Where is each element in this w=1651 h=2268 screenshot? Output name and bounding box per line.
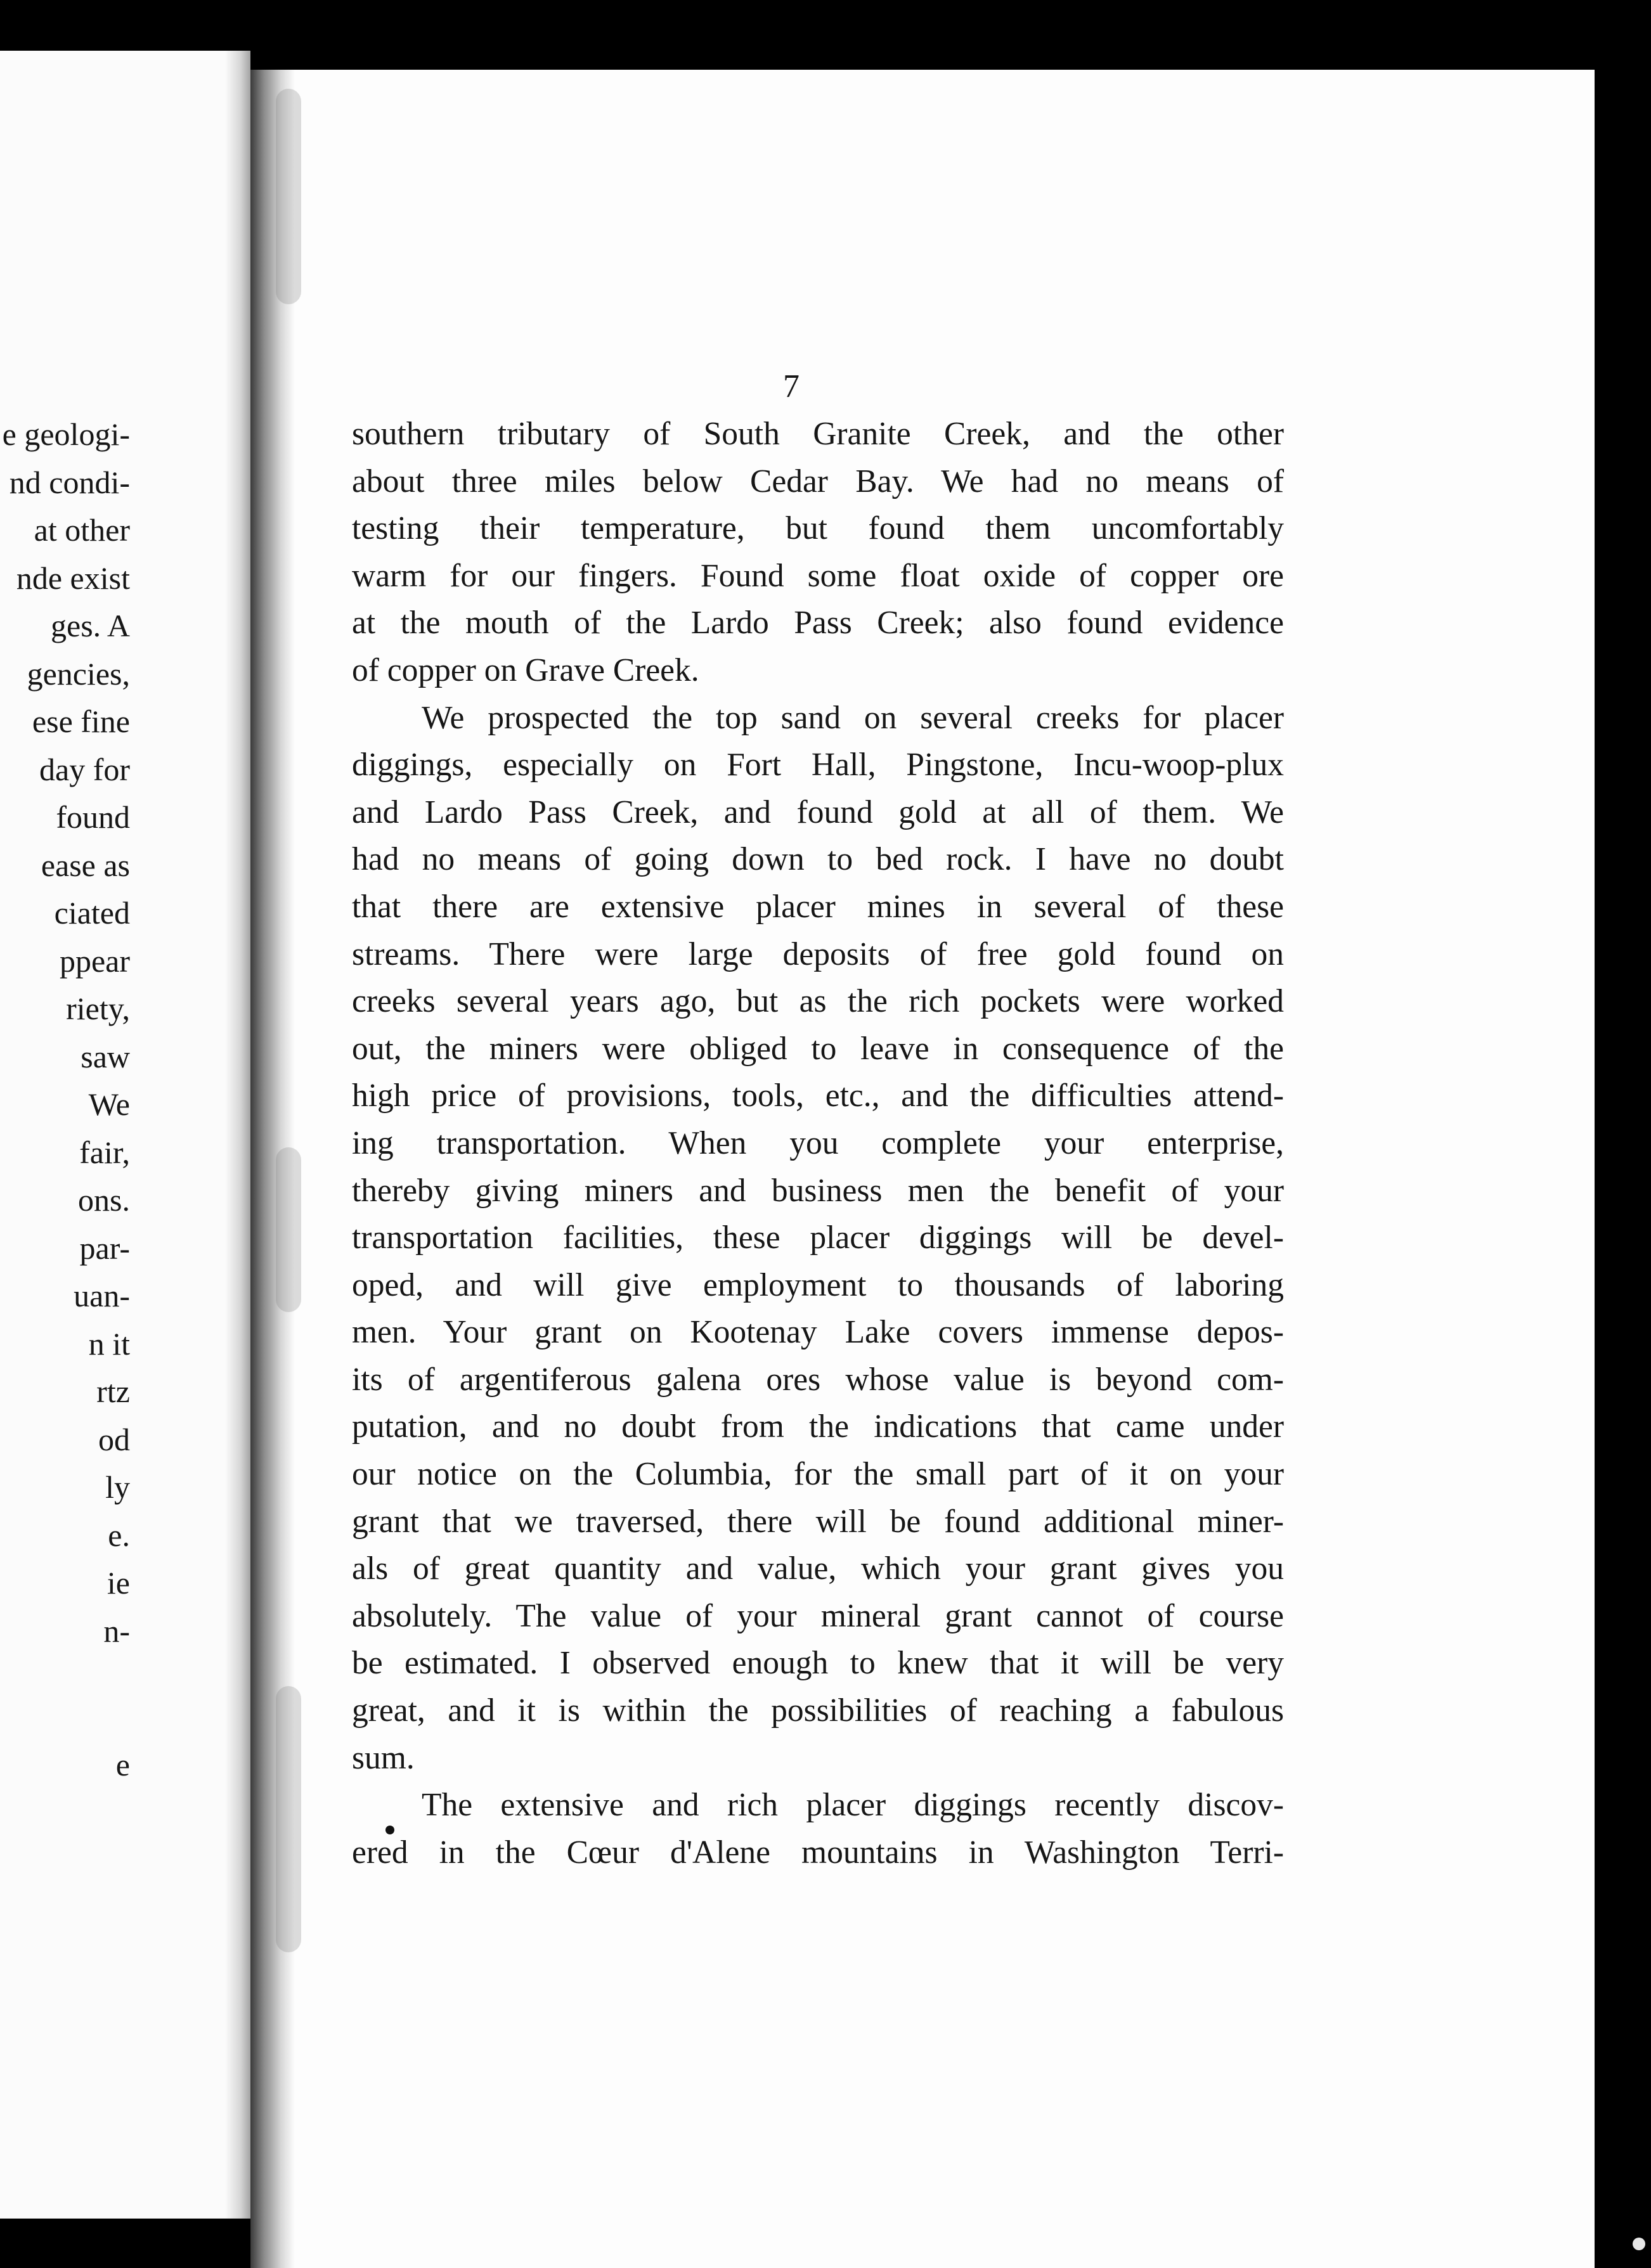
left-page-line-fragment: ese fine — [32, 704, 130, 739]
text-line: transportation facilities, these placer diggings will be devel- — [352, 1220, 1284, 1256]
text-line: high price of provisions, tools, etc., and the difficulties attend- — [352, 1078, 1284, 1114]
text-line: ing transportation. When you complete your enterprise, — [352, 1124, 1284, 1161]
text-line: and Lardo Pass Creek, and found gold at all of them. We — [352, 794, 1284, 830]
text-line: ered in the Cœur d'Alene mountains in Washington Terri- — [352, 1834, 1284, 1871]
left-page-line-fragment: day for — [39, 751, 130, 787]
left-page-line-fragment: ie — [107, 1565, 130, 1601]
left-page-line-fragment: ly — [105, 1469, 130, 1505]
printer-mark-dot — [385, 1826, 394, 1834]
gutter-shadow — [225, 51, 250, 2219]
left-page-line-fragment: ons. — [78, 1182, 130, 1218]
left-page-line-fragment: od — [98, 1421, 130, 1457]
text-line: sum. — [352, 1739, 415, 1776]
left-page-line-fragment: ciated — [54, 895, 130, 931]
text-line: our notice on the Columbia, for the small part of it on your — [352, 1456, 1284, 1493]
text-line: diggings, especially on Fort Hall, Pingstone, Incu-woop-plux — [352, 747, 1284, 783]
left-page-line-fragment: n it — [88, 1325, 130, 1362]
spine-stain — [276, 89, 301, 304]
body-text — [352, 411, 1284, 1876]
page-number: 7 — [783, 368, 800, 404]
left-page-line-fragment: saw — [81, 1038, 130, 1074]
text-line: had no means of going down to bed rock. I have no doubt — [352, 841, 1284, 878]
text-line: creeks several years ago, but as the rich pockets were worked — [352, 983, 1284, 1020]
left-page-line-fragment: n- — [103, 1613, 130, 1649]
text-line: testing their temperature, but found them uncomfortably — [352, 510, 1284, 547]
text-line: men. Your grant on Kootenay Lake covers immense depos- — [352, 1314, 1284, 1351]
text-line: its of argentiferous galena ores whose value is beyond com- — [352, 1361, 1284, 1398]
text-line: absolutely. The value of your mineral grant cannot of course — [352, 1597, 1284, 1634]
text-line: warm for our fingers. Found some float oxide of copper ore — [352, 557, 1284, 594]
left-page-line-fragment: nd condi- — [9, 464, 130, 500]
text-line: putation, and no doubt from the indications that came under — [352, 1408, 1284, 1445]
text-line: streams. There were large deposits of free gold found on — [352, 936, 1284, 972]
left-page-line-fragment: e — [115, 1746, 130, 1782]
left-page-line-fragment: found — [56, 799, 130, 835]
text-line: out, the miners were obliged to leave in consequence of the — [352, 1030, 1284, 1067]
text-line: about three miles below Cedar Bay. We had no means of — [352, 463, 1284, 499]
text-line: The extensive and rich placer diggings recently discov- — [422, 1787, 1284, 1824]
left-page-line-fragment: e geologi- — [2, 416, 130, 452]
text-line: of copper on Grave Creek. — [352, 652, 699, 688]
spine-stain — [276, 1147, 301, 1312]
text-line: great, and it is within the possibilities of reaching a fabulous — [352, 1692, 1284, 1729]
text-line: southern tributary of South Granite Creek, and the other — [352, 416, 1284, 452]
text-line: that there are extensive placer mines in several of these — [352, 888, 1284, 925]
left-page-line-fragment: uan- — [74, 1278, 130, 1313]
left-page-line-fragment: gencies, — [27, 655, 130, 692]
text-line: at the mouth of the Lardo Pass Creek; also found evidence — [352, 605, 1284, 641]
text-line: thereby giving miners and business men the benefit of your — [352, 1172, 1284, 1209]
left-page-line-fragment: We — [88, 1086, 130, 1122]
left-page-fragment — [0, 51, 250, 2219]
left-page-line-fragment: riety, — [66, 991, 130, 1026]
spine-stain — [276, 1686, 301, 1952]
text-line: grant that we traversed, there will be found additional miner- — [352, 1503, 1284, 1540]
left-page-line-fragment: e. — [108, 1517, 130, 1553]
left-page-line-fragment: fair, — [79, 1134, 130, 1170]
left-page-line-fragment: nde exist — [16, 560, 130, 596]
left-page-line-fragment: at other — [34, 512, 130, 548]
text-line: be estimated. I observed enough to knew that it will be very — [352, 1645, 1284, 1682]
left-page-line-fragment: ease as — [41, 847, 130, 883]
right-page — [250, 70, 1595, 2268]
left-page-line-fragment: ges. A — [51, 608, 130, 643]
text-line: als of great quantity and value, which your grant gives you — [352, 1550, 1284, 1587]
text-line: oped, and will give employment to thousands of laboring — [352, 1266, 1284, 1303]
left-page-line-fragment: ppear — [59, 943, 130, 979]
text-line: We prospected the top sand on several creeks for placer — [422, 699, 1284, 736]
left-page-line-fragment: par- — [79, 1230, 130, 1266]
left-page-line-fragment: rtz — [96, 1374, 130, 1409]
scan-speck — [1633, 2238, 1645, 2250]
